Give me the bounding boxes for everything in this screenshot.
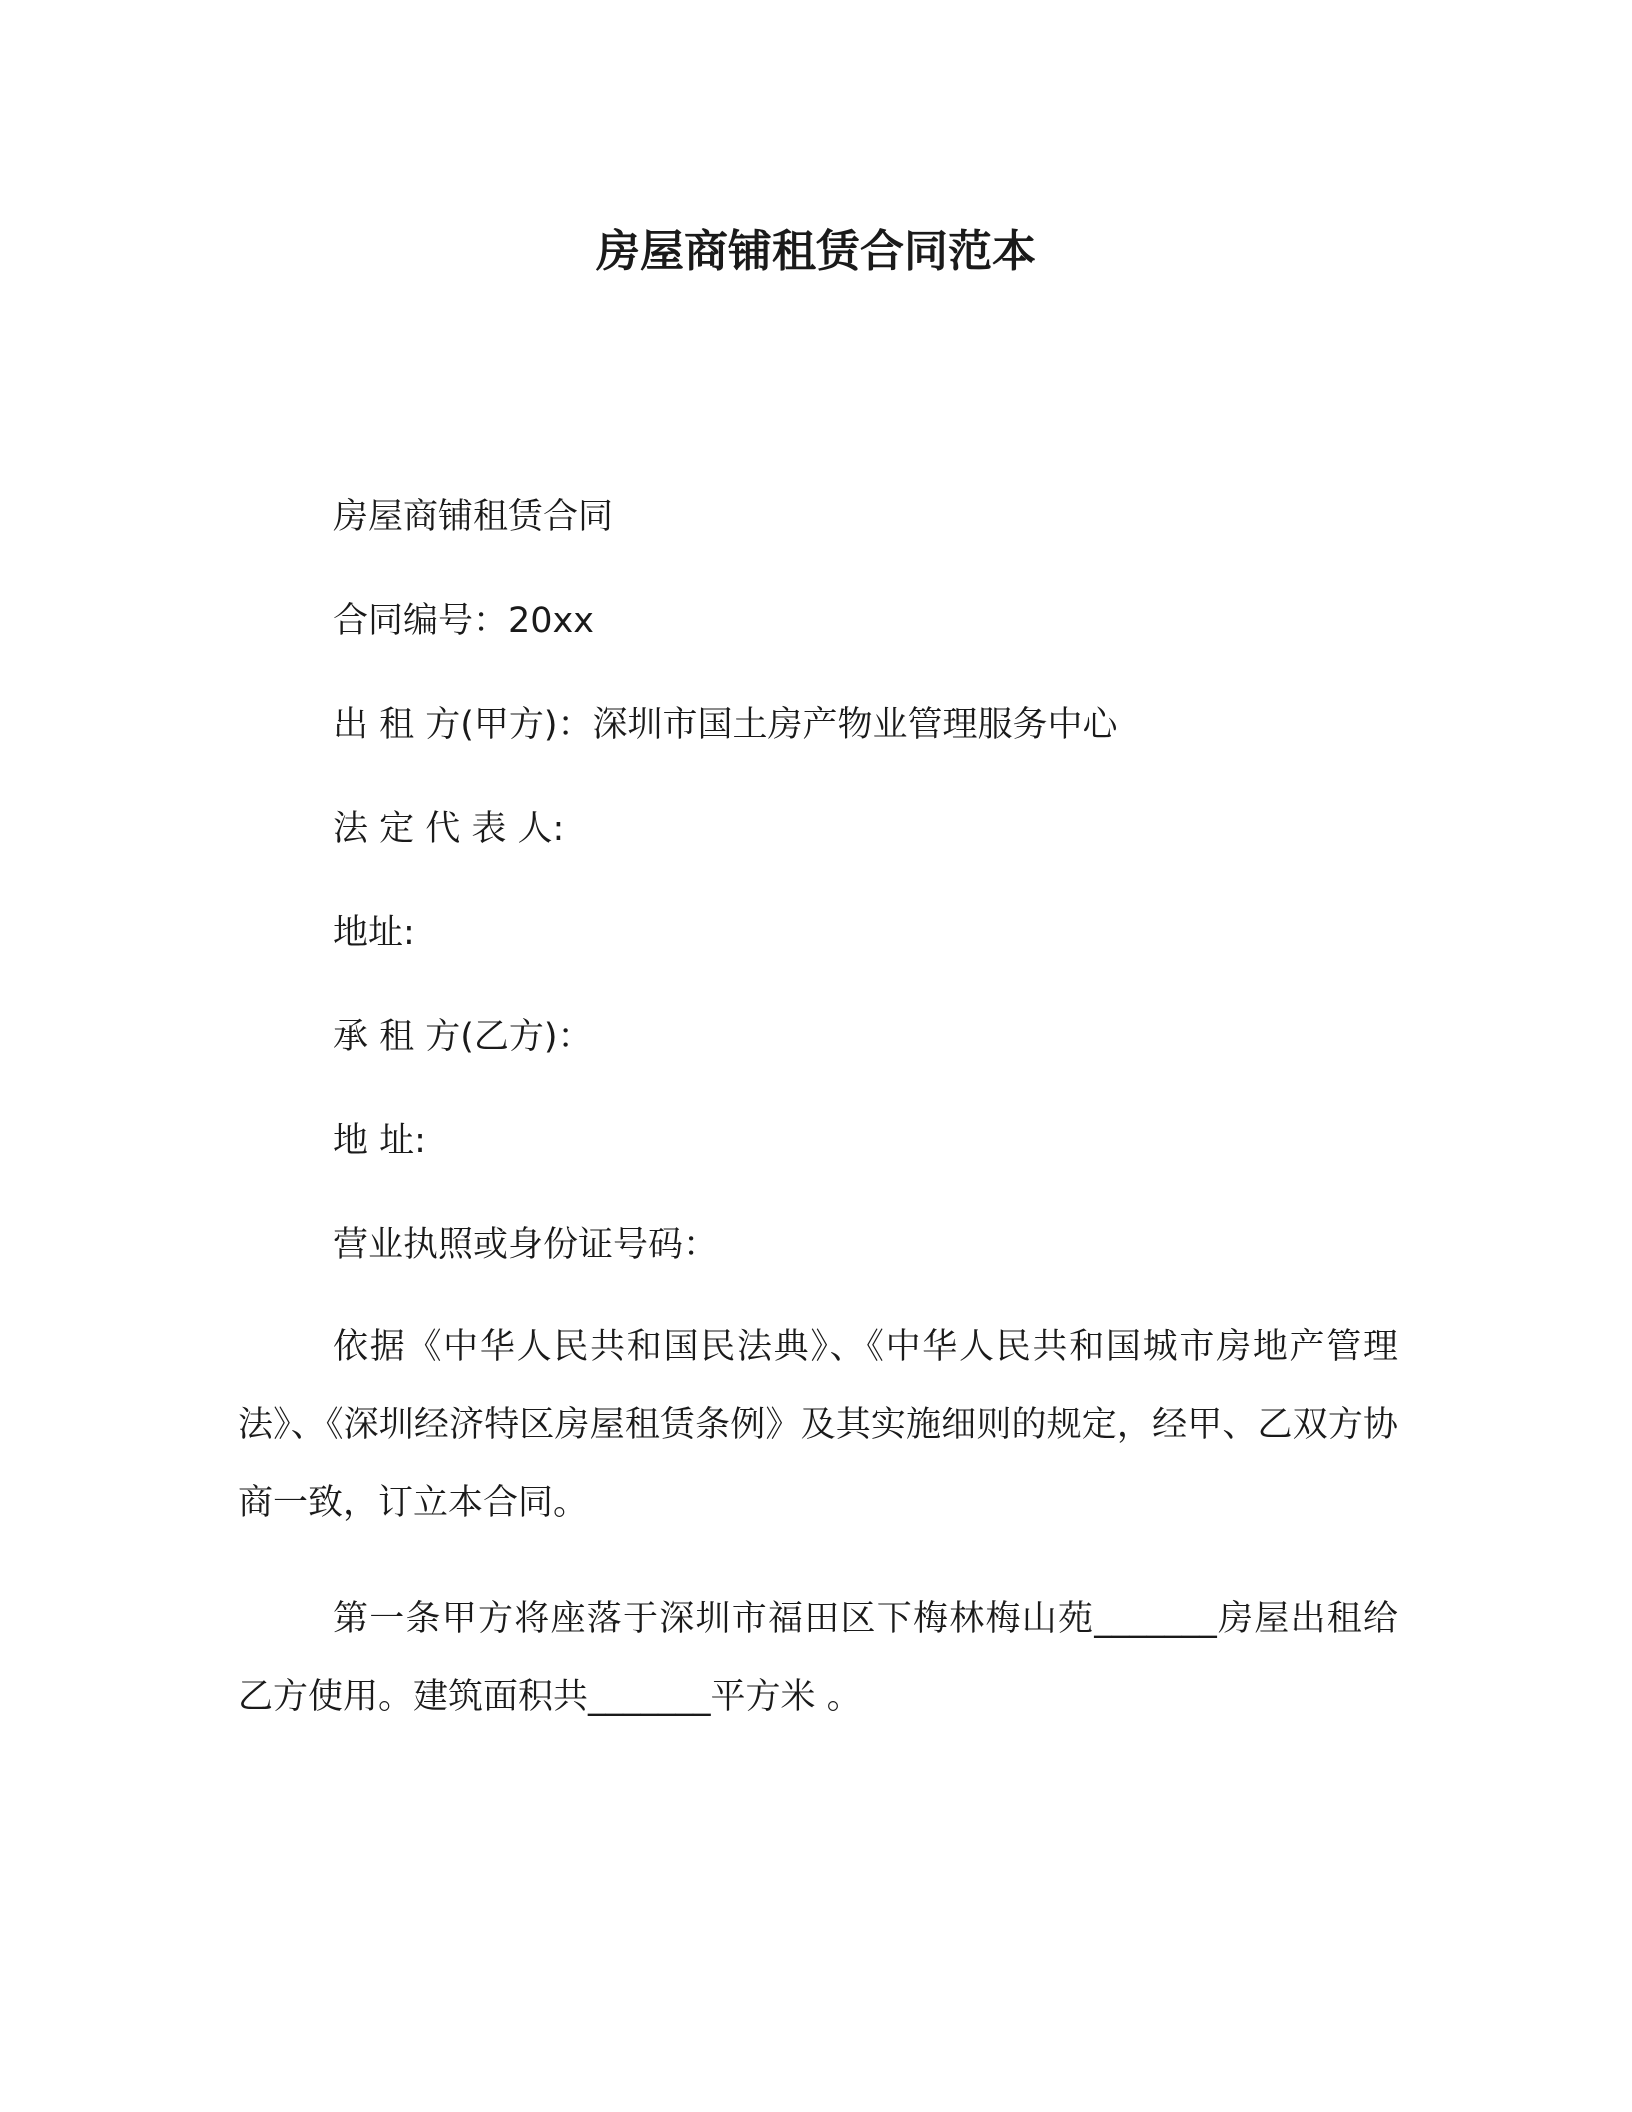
contract-number: 合同编号：20xx <box>333 601 594 641</box>
legal-basis-paragraph: 依据《中华人民共和国民法典》、《中华人民共和国城市房地产管理法》、《深圳经济特区房屋租赁条例》及其实施细则的规定，经甲、乙双方协商一致，订立本合同。 <box>238 1327 1398 1523</box>
lessor-address-line: 地址: <box>333 913 415 953</box>
document-title: 房屋商铺租赁合同范本 <box>596 226 1036 277</box>
lessee-line: 承 租 方(乙方)： <box>333 1017 593 1057</box>
license-id-line: 营业执照或身份证号码： <box>333 1225 719 1265</box>
article-one-paragraph: 第一条甲方将座落于深圳市福田区下梅林梅山苑_______房屋出租给乙方使用。建筑面积共_______平方米 。 <box>238 1599 1398 1717</box>
lessee-address-line: 地 址: <box>333 1121 426 1161</box>
contract-subtitle: 房屋商铺租赁合同 <box>333 497 614 537</box>
lessor-line: 出 租 方(甲方)：深圳市国土房产物业管理服务中心 <box>333 705 1118 745</box>
legal-representative-line: 法 定 代 表 人: <box>333 809 565 849</box>
